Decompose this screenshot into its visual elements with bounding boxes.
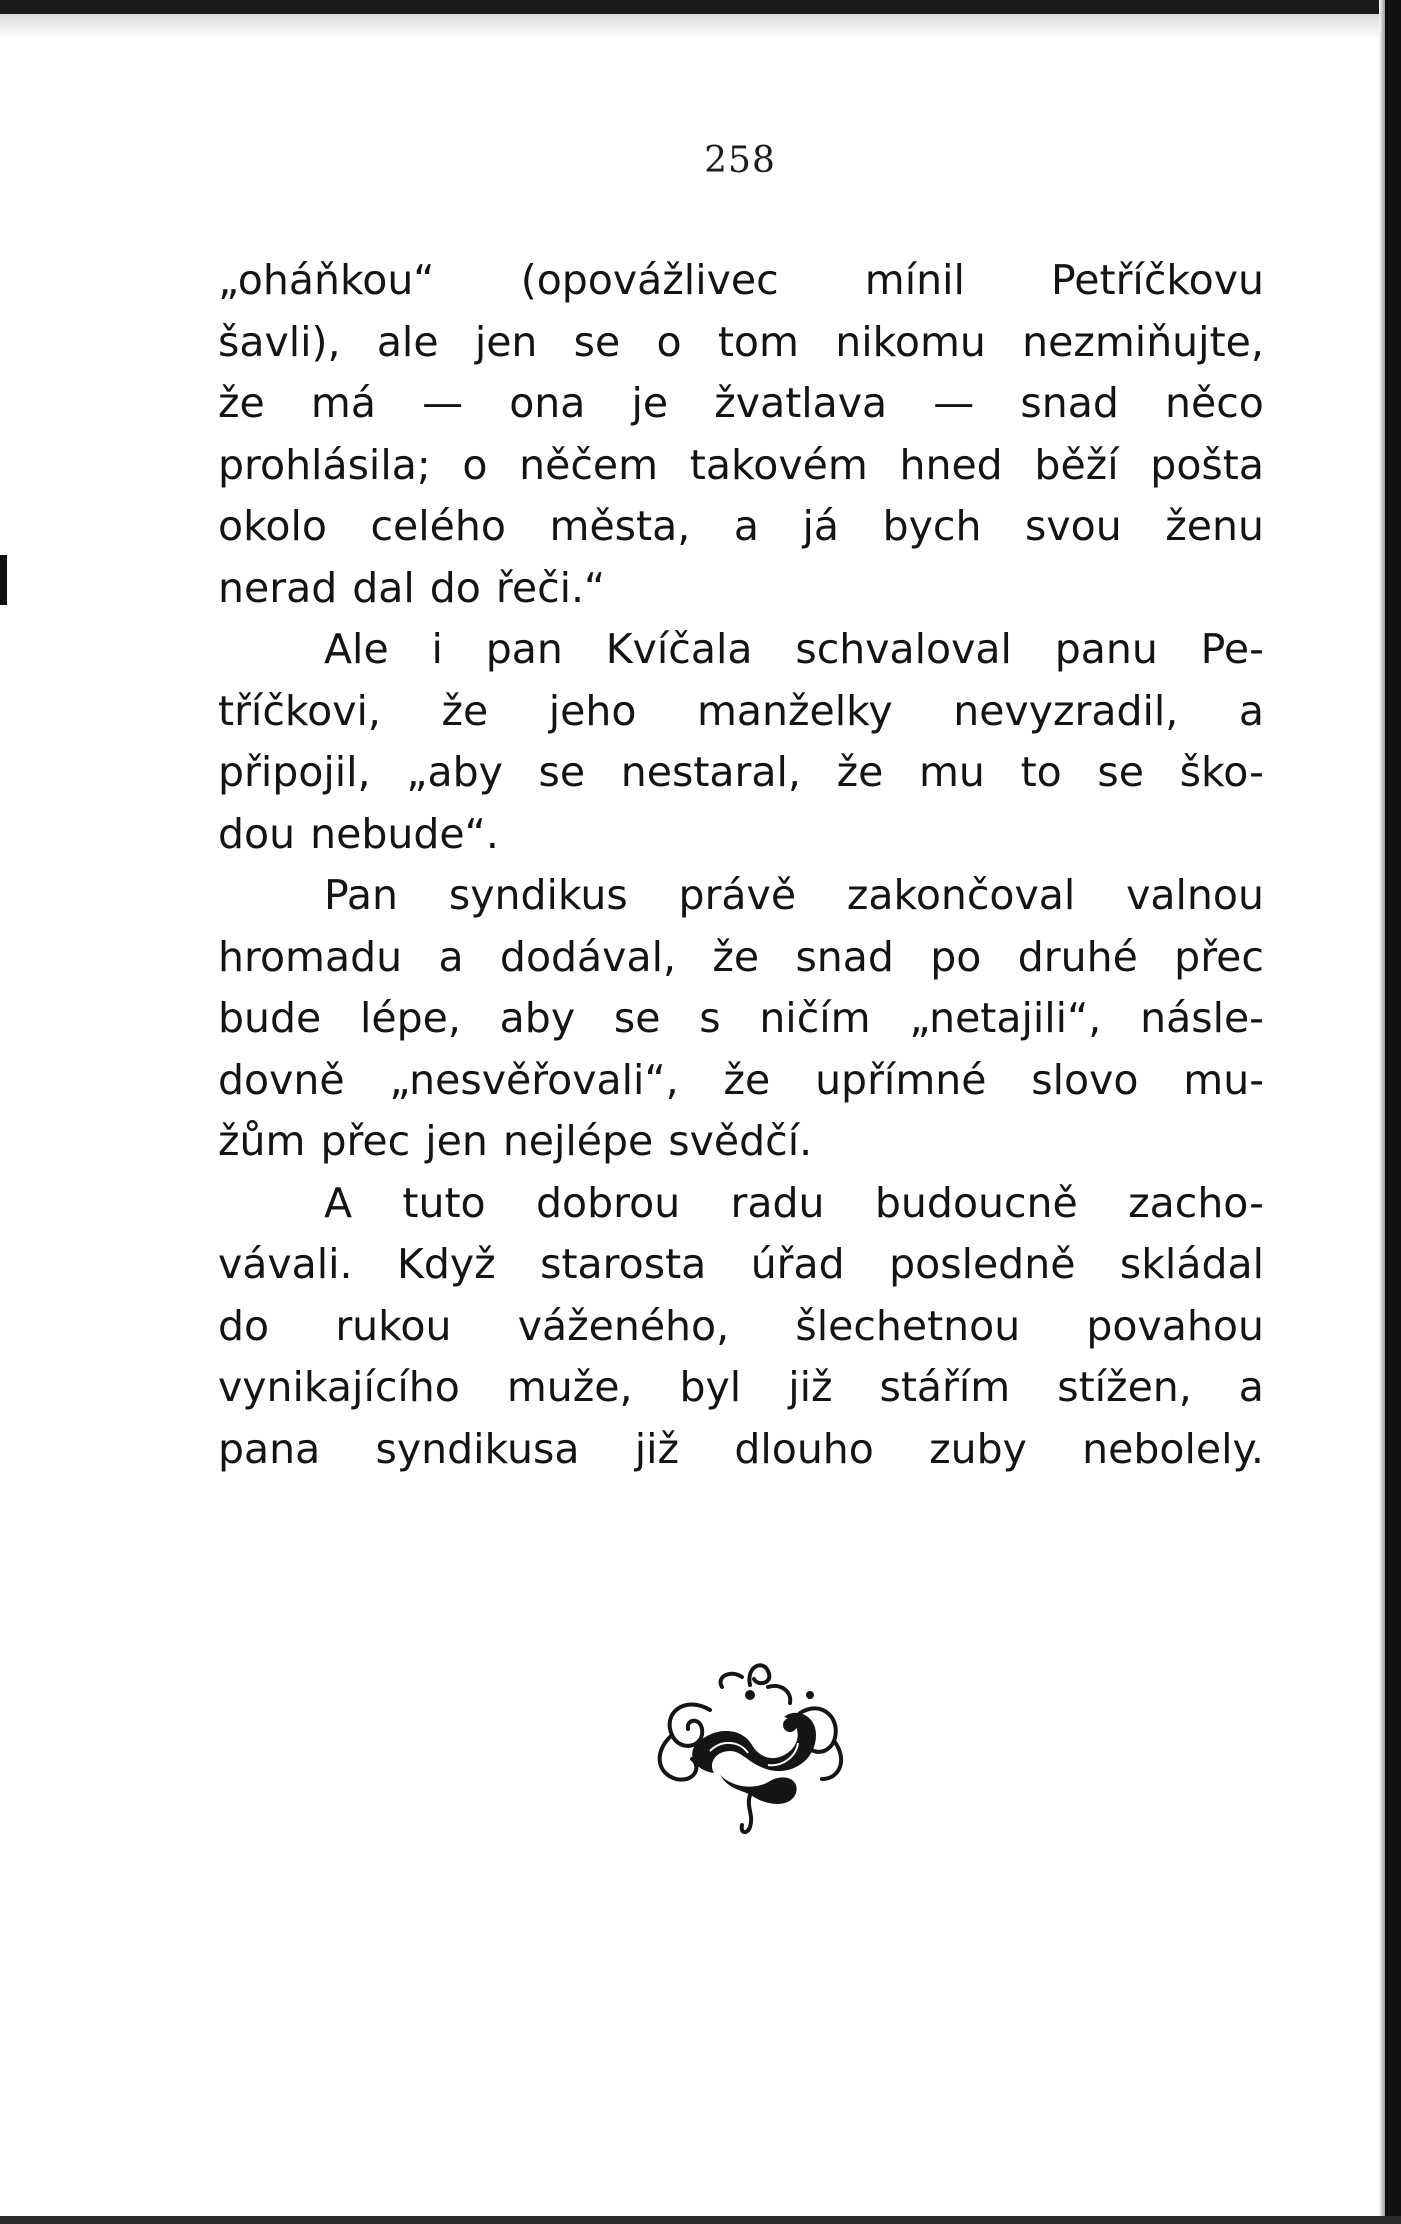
text-line: prohlásila; o něčem takovém hned běží pošta xyxy=(218,440,1264,489)
text-line: pana syndikusa již dlouho zuby nebolely. xyxy=(218,1424,1264,1473)
floral-vignette-icon xyxy=(650,1655,850,1840)
scan-bottom-border xyxy=(0,2216,1401,2224)
text-line: bude lépe, aby se s ničím „netajili“, násle- xyxy=(218,994,1264,1042)
text-line: Pan syndikus právě zakončoval valnou xyxy=(324,871,1264,919)
text-line: nerad dal do řeči.“ xyxy=(218,563,606,612)
text-line: tříčkovi, že jeho manželky nevyzradil, a xyxy=(218,686,1264,735)
text-line: okolo celého města, a já bych svou ženu xyxy=(218,502,1264,550)
text-line: Ale i pan Kvíčala schvaloval panu Pe- xyxy=(324,625,1264,673)
body-text xyxy=(218,250,1264,1480)
text-line: vávali. Když starosta úřad posledně skládal xyxy=(218,1240,1264,1288)
text-line: „oháňkou“ (opovážlivec mínil Petříčkovu xyxy=(218,256,1264,304)
text-line: dou nebude“. xyxy=(218,809,499,858)
text-line: žům přec jen nejlépe svědčí. xyxy=(218,1117,813,1165)
text-line: připojil, „aby se nestaral, že mu to se ško- xyxy=(218,748,1264,796)
page-number: 258 xyxy=(704,140,776,181)
text-line: A tuto dobrou radu budoucně zacho- xyxy=(324,1178,1264,1227)
text-line: dovně „nesvěřovali“, že upřímné slovo mu- xyxy=(218,1055,1264,1104)
text-line: hromadu a dodával, že snad po druhé přec xyxy=(218,932,1264,981)
text-line: že má — ona je žvatlava — snad něco xyxy=(218,379,1264,427)
text-line: vynikajícího muže, byl již stářím stížen, a xyxy=(218,1363,1264,1411)
text-line: šavli), ale jen se o tom nikomu nezmiňujte, xyxy=(218,317,1264,366)
scan-right-border xyxy=(1385,0,1401,2224)
scan-top-shadow xyxy=(0,14,1401,40)
scan-top-border xyxy=(0,0,1401,14)
scan-right-shadow xyxy=(1379,0,1385,2224)
text-line: do rukou váženého, šlechetnou povahou xyxy=(218,1301,1264,1350)
scan-edge-mark xyxy=(0,555,7,605)
